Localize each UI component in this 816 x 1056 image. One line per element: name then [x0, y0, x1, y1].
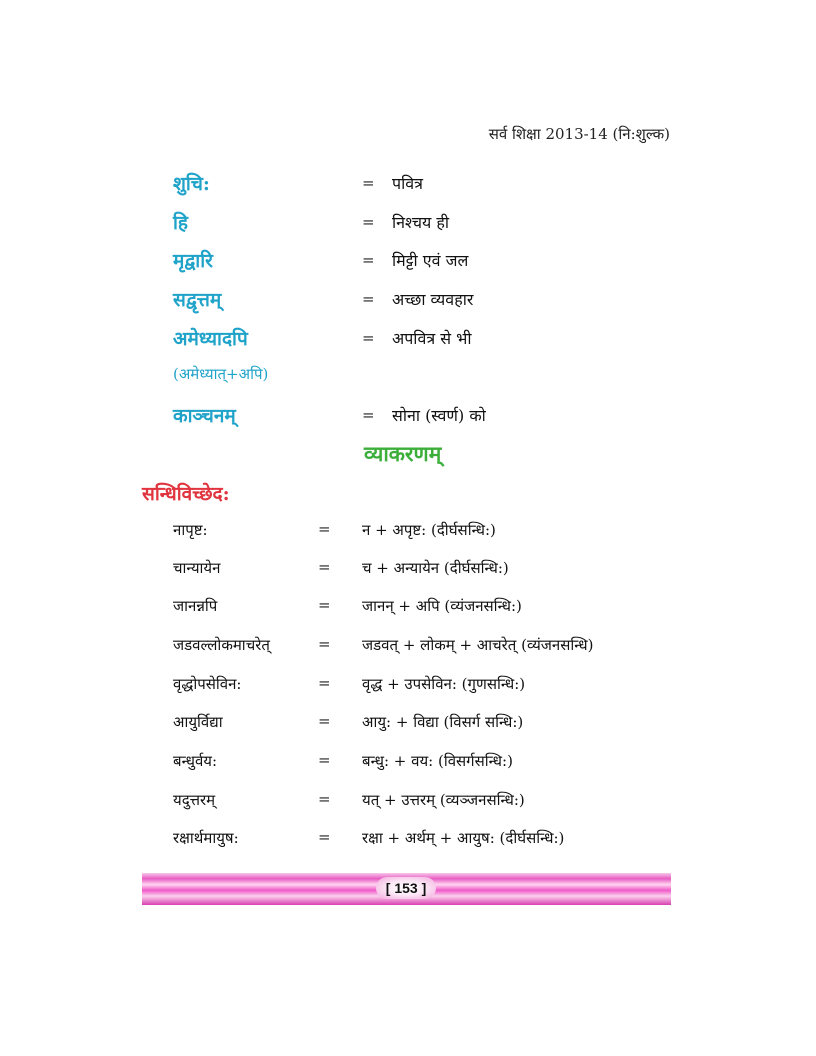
sandhi-split: जडवत् + लोकम् + आचरेत् (व्यंजनसन्धि)	[362, 636, 594, 654]
vocab-meaning: निश्चय ही	[392, 213, 449, 232]
sandhi-split: बन्धु: + वय: (विसर्गसन्धि:)	[362, 752, 513, 770]
vocab-word: सद्वृत्तम्	[173, 289, 222, 311]
page-header: सर्व शिक्षा 2013-14 (नि:शुल्क)	[488, 125, 670, 143]
sandhi-word: जडवल्लोकमाचरेत्	[173, 636, 270, 654]
sandhi-split: रक्षा + अर्थम् + आयुष: (दीर्घसन्धि:)	[362, 829, 565, 847]
vocab-word: मृद्वारि	[173, 250, 213, 272]
vocab-row	[0, 209, 816, 239]
sandhi-split: यत् + उत्तरम् (व्यञ्जनसन्धि:)	[362, 791, 525, 809]
grammar-heading: व्याकरणम्	[364, 441, 442, 466]
equals-sign: =	[318, 520, 331, 538]
sandhi-heading: सन्धिविच्छेद:	[142, 483, 230, 505]
sandhi-word: यदुत्तरम्	[173, 791, 216, 809]
sandhi-row	[0, 751, 816, 781]
equals-sign: =	[362, 290, 375, 308]
equals-sign: =	[318, 674, 331, 692]
sandhi-row	[0, 635, 816, 665]
vocab-row	[0, 170, 816, 200]
equals-sign: =	[318, 635, 331, 653]
sandhi-word: जानन्नपि	[173, 597, 218, 615]
equals-sign: =	[362, 251, 375, 269]
sandhi-split: जानन् + अपि (व्यंजनसन्धि:)	[362, 597, 522, 615]
equals-sign: =	[362, 406, 375, 424]
equals-sign: =	[318, 790, 331, 808]
sandhi-split: न + अपृष्ट: (दीर्घसन्धि:)	[362, 521, 496, 539]
sandhi-word: चान्यायेन	[173, 559, 221, 577]
sandhi-word: रक्षार्थमायुष:	[173, 829, 239, 847]
sandhi-row	[0, 790, 816, 820]
vocab-note: (अमेध्यात्+अपि)	[173, 365, 269, 383]
vocab-meaning: अपवित्र से भी	[392, 329, 472, 348]
equals-sign: =	[362, 329, 375, 347]
vocab-word: शुचि:	[173, 173, 210, 195]
vocab-word: काञ्चनम्	[173, 405, 236, 427]
vocab-row	[0, 325, 816, 355]
equals-sign: =	[318, 558, 331, 576]
equals-sign: =	[318, 712, 331, 730]
sandhi-row	[0, 558, 816, 588]
sandhi-word: नापृष्ट:	[173, 521, 208, 539]
sandhi-word: बन्धुर्वय:	[173, 752, 218, 770]
sandhi-row	[0, 712, 816, 742]
vocab-row	[0, 247, 816, 277]
vocab-meaning: पवित्र	[392, 174, 423, 193]
vocab-meaning: सोना (स्वर्ण) को	[392, 406, 486, 425]
vocab-word: हि	[173, 212, 189, 234]
sandhi-row	[0, 828, 816, 858]
vocab-word: अमेध्यादपि	[173, 328, 248, 350]
equals-sign: =	[318, 828, 331, 846]
page-number: [ 153 ]	[376, 877, 436, 899]
sandhi-split: आयु: + विद्या (विसर्ग सन्धि:)	[362, 713, 524, 731]
sandhi-row	[0, 596, 816, 626]
vocab-meaning: मिट्टी एवं जल	[392, 251, 469, 270]
vocab-row	[0, 286, 816, 316]
equals-sign: =	[362, 213, 375, 231]
sandhi-word: वृद्धोपसेविन:	[173, 675, 242, 693]
vocab-meaning: अच्छा व्यवहार	[392, 290, 474, 309]
sandhi-word: आयुर्विद्या	[173, 713, 223, 731]
sandhi-row	[0, 674, 816, 704]
equals-sign: =	[318, 596, 331, 614]
vocab-row	[0, 402, 816, 432]
equals-sign: =	[318, 751, 331, 769]
sandhi-row	[0, 520, 816, 550]
equals-sign: =	[362, 174, 375, 192]
sandhi-split: च + अन्यायेन (दीर्घसन्धि:)	[362, 559, 509, 577]
sandhi-split: वृद्ध + उपसेविन: (गुणसन्धि:)	[362, 675, 526, 693]
